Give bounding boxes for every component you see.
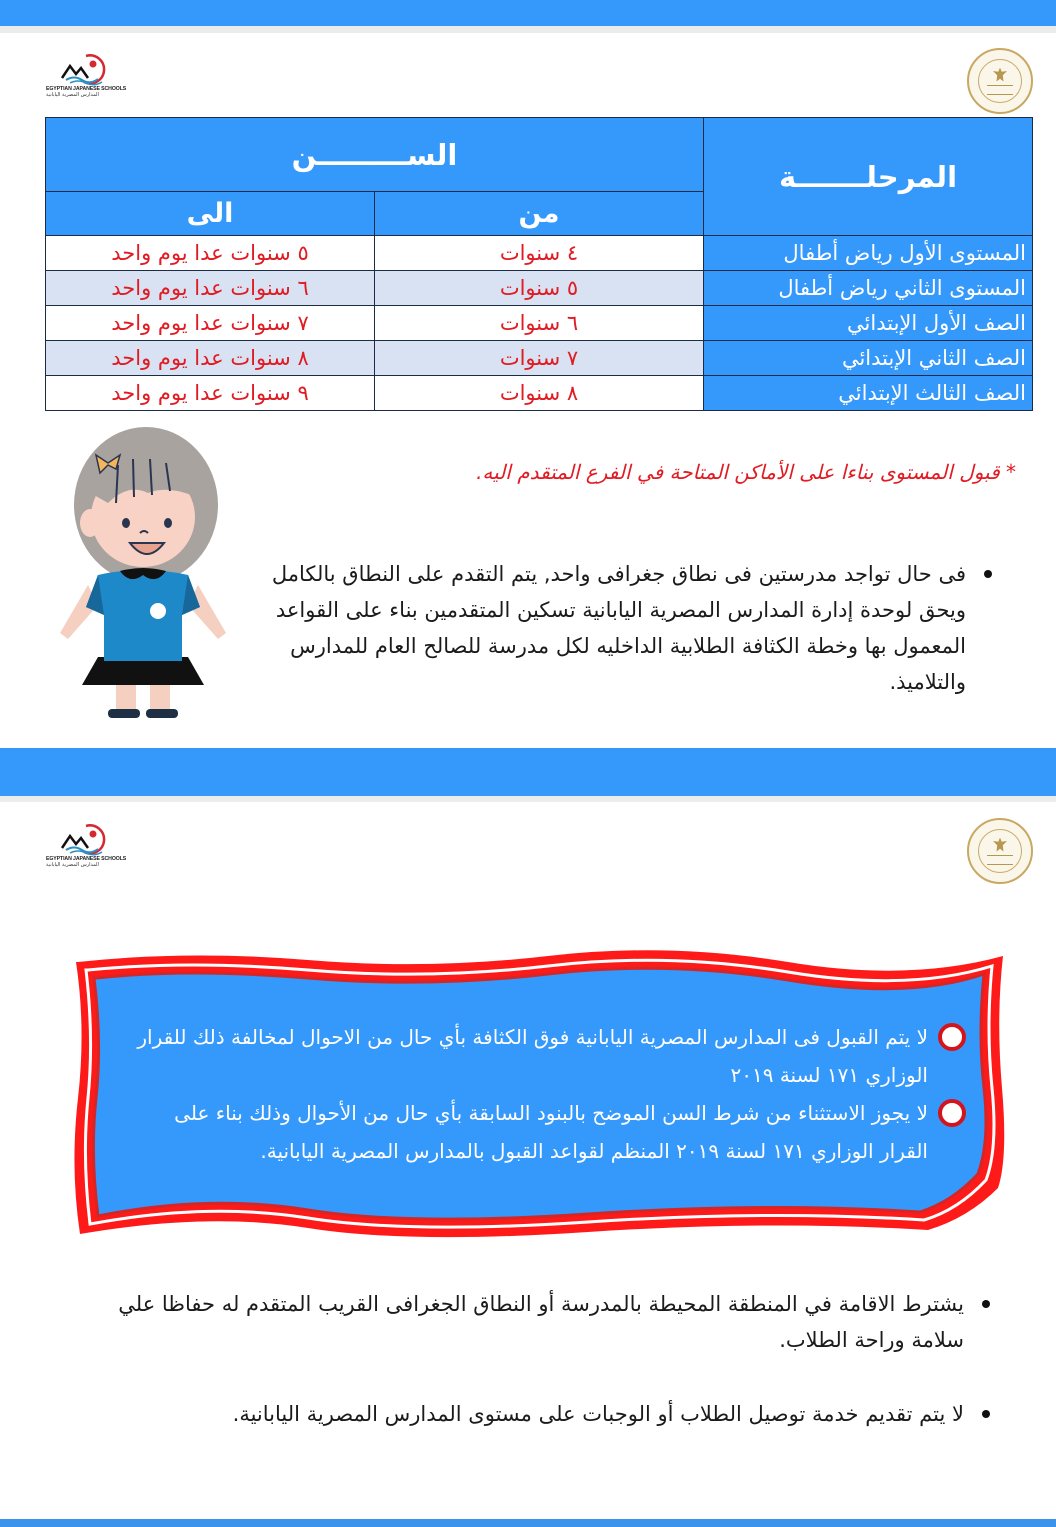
availability-note: * قبول المستوى بناءا على الأماكن المتاحة في الفرع المتقدم اليه. — [476, 460, 1016, 484]
cell-from: ٧ سنوات — [375, 341, 704, 376]
notice-item-text: لا يجوز الاستثناء من شرط السن الموضح بالبنود السابقة بأي حال من الأحوال وذلك بناء على القرار الوزاري ١٧١ لسنة ٢٠١٩ المنظم لقواعد القبول بالمدارس المصرية اليابانية. — [174, 1101, 928, 1163]
ejs-logo-text-en: EGYPTIAN JAPANESE SCHOOLS — [46, 86, 127, 92]
cell-from: ٨ سنوات — [375, 376, 704, 411]
page1-bullet-list — [236, 556, 996, 700]
calligraphy-mark — [987, 855, 1013, 865]
ministry-of-education-seal — [967, 48, 1033, 114]
ejs-logo-text-ar: المدارس المصرية اليابانية — [46, 92, 99, 98]
notice-item-text: لا يتم القبول فى المدارس المصرية اليابانية فوق الكثافة بأي حال من الاحوال لمخالفة ذلك للقرار الوزاري ١٧١ لسنة ٢٠١٩ — [137, 1025, 928, 1087]
eagle-icon — [993, 68, 1007, 82]
cell-stage: الصف الثاني الإبتدائي — [704, 341, 1033, 376]
ejs-logo-icon — [46, 822, 136, 856]
ejs-logo-text-en: EGYPTIAN JAPANESE SCHOOLS — [46, 856, 127, 862]
list-item — [236, 556, 996, 700]
page-separator — [0, 26, 1056, 33]
bullet-dot-icon — [982, 1410, 990, 1418]
header-age: الســـــــــن — [46, 118, 704, 192]
list-item — [64, 1286, 994, 1358]
notice-item — [126, 1094, 966, 1170]
cell-to: ٧ سنوات عدا يوم واحد — [46, 306, 375, 341]
cell-to: ٥ سنوات عدا يوم واحد — [46, 236, 375, 271]
page-divider-band — [0, 748, 1056, 796]
table-row — [46, 236, 1033, 271]
bullet-dot-icon — [984, 570, 992, 578]
cell-to: ٩ سنوات عدا يوم واحد — [46, 376, 375, 411]
cell-from: ٤ سنوات — [375, 236, 704, 271]
page-top-band — [0, 0, 1056, 26]
list-item — [64, 1396, 994, 1432]
cell-from: ٦ سنوات — [375, 306, 704, 341]
list-item-text: فى حال تواجد مدرستين فى نطاق جغرافى واحد, يتم التقدم على النطاق بالكامل ويحق لوحدة إدارة المدارس المصرية اليابانية تسكين المتقدمين بناء على القواعد المعمول بها وخطة الكثافة الطلابية الداخليه لكل مدرسة للصالح العام للمدارس والتلاميذ. — [271, 562, 966, 694]
age-requirements-table — [45, 117, 1033, 411]
ejs-logo-text-ar: المدارس المصرية اليابانية — [46, 862, 99, 868]
girl-cartoon-icon — [58, 425, 228, 725]
seal-inner — [978, 829, 1022, 873]
circle-bullet-icon — [938, 1099, 966, 1127]
table-row — [46, 306, 1033, 341]
notice-item — [126, 1018, 966, 1094]
cell-stage: الصف الثالث الإبتدائي — [704, 376, 1033, 411]
cell-stage: المستوى الثاني رياض أطفال — [704, 271, 1033, 306]
egyptian-japanese-schools-logo — [46, 822, 136, 882]
cell-stage: المستوى الأول رياض أطفال — [704, 236, 1033, 271]
list-item-text: يشترط الاقامة في المنطقة المحيطة بالمدرسة أو النطاق الجغرافى القريب المتقدم له حفاظا علي سلامة وراحة الطلاب. — [118, 1292, 964, 1352]
girl-illustration — [58, 425, 228, 725]
table-row — [46, 341, 1033, 376]
header-stage: المرحلـــــــة — [704, 118, 1033, 236]
table-row — [46, 376, 1033, 411]
header-to: الى — [46, 192, 375, 236]
page-separator — [0, 796, 1056, 802]
page2-bullet-list — [64, 1286, 994, 1432]
ministry-of-education-seal — [967, 818, 1033, 884]
seal-inner — [978, 59, 1022, 103]
cell-from: ٥ سنوات — [375, 271, 704, 306]
calligraphy-mark — [987, 85, 1013, 95]
table-row — [46, 271, 1033, 306]
notice-content — [126, 1018, 966, 1170]
ejs-logo-icon — [46, 52, 136, 86]
cell-stage: الصف الأول الإبتدائي — [704, 306, 1033, 341]
cell-to: ٨ سنوات عدا يوم واحد — [46, 341, 375, 376]
page-bottom-band — [0, 1519, 1056, 1527]
cell-to: ٦ سنوات عدا يوم واحد — [46, 271, 375, 306]
bullet-dot-icon — [982, 1300, 990, 1308]
eagle-icon — [993, 838, 1007, 852]
circle-bullet-icon — [938, 1023, 966, 1051]
admission-notice-box — [68, 948, 1008, 1238]
list-item-text: لا يتم تقديم خدمة توصيل الطلاب أو الوجبات على مستوى المدارس المصرية اليابانية. — [232, 1402, 964, 1426]
egyptian-japanese-schools-logo — [46, 52, 136, 112]
header-from: من — [375, 192, 704, 236]
